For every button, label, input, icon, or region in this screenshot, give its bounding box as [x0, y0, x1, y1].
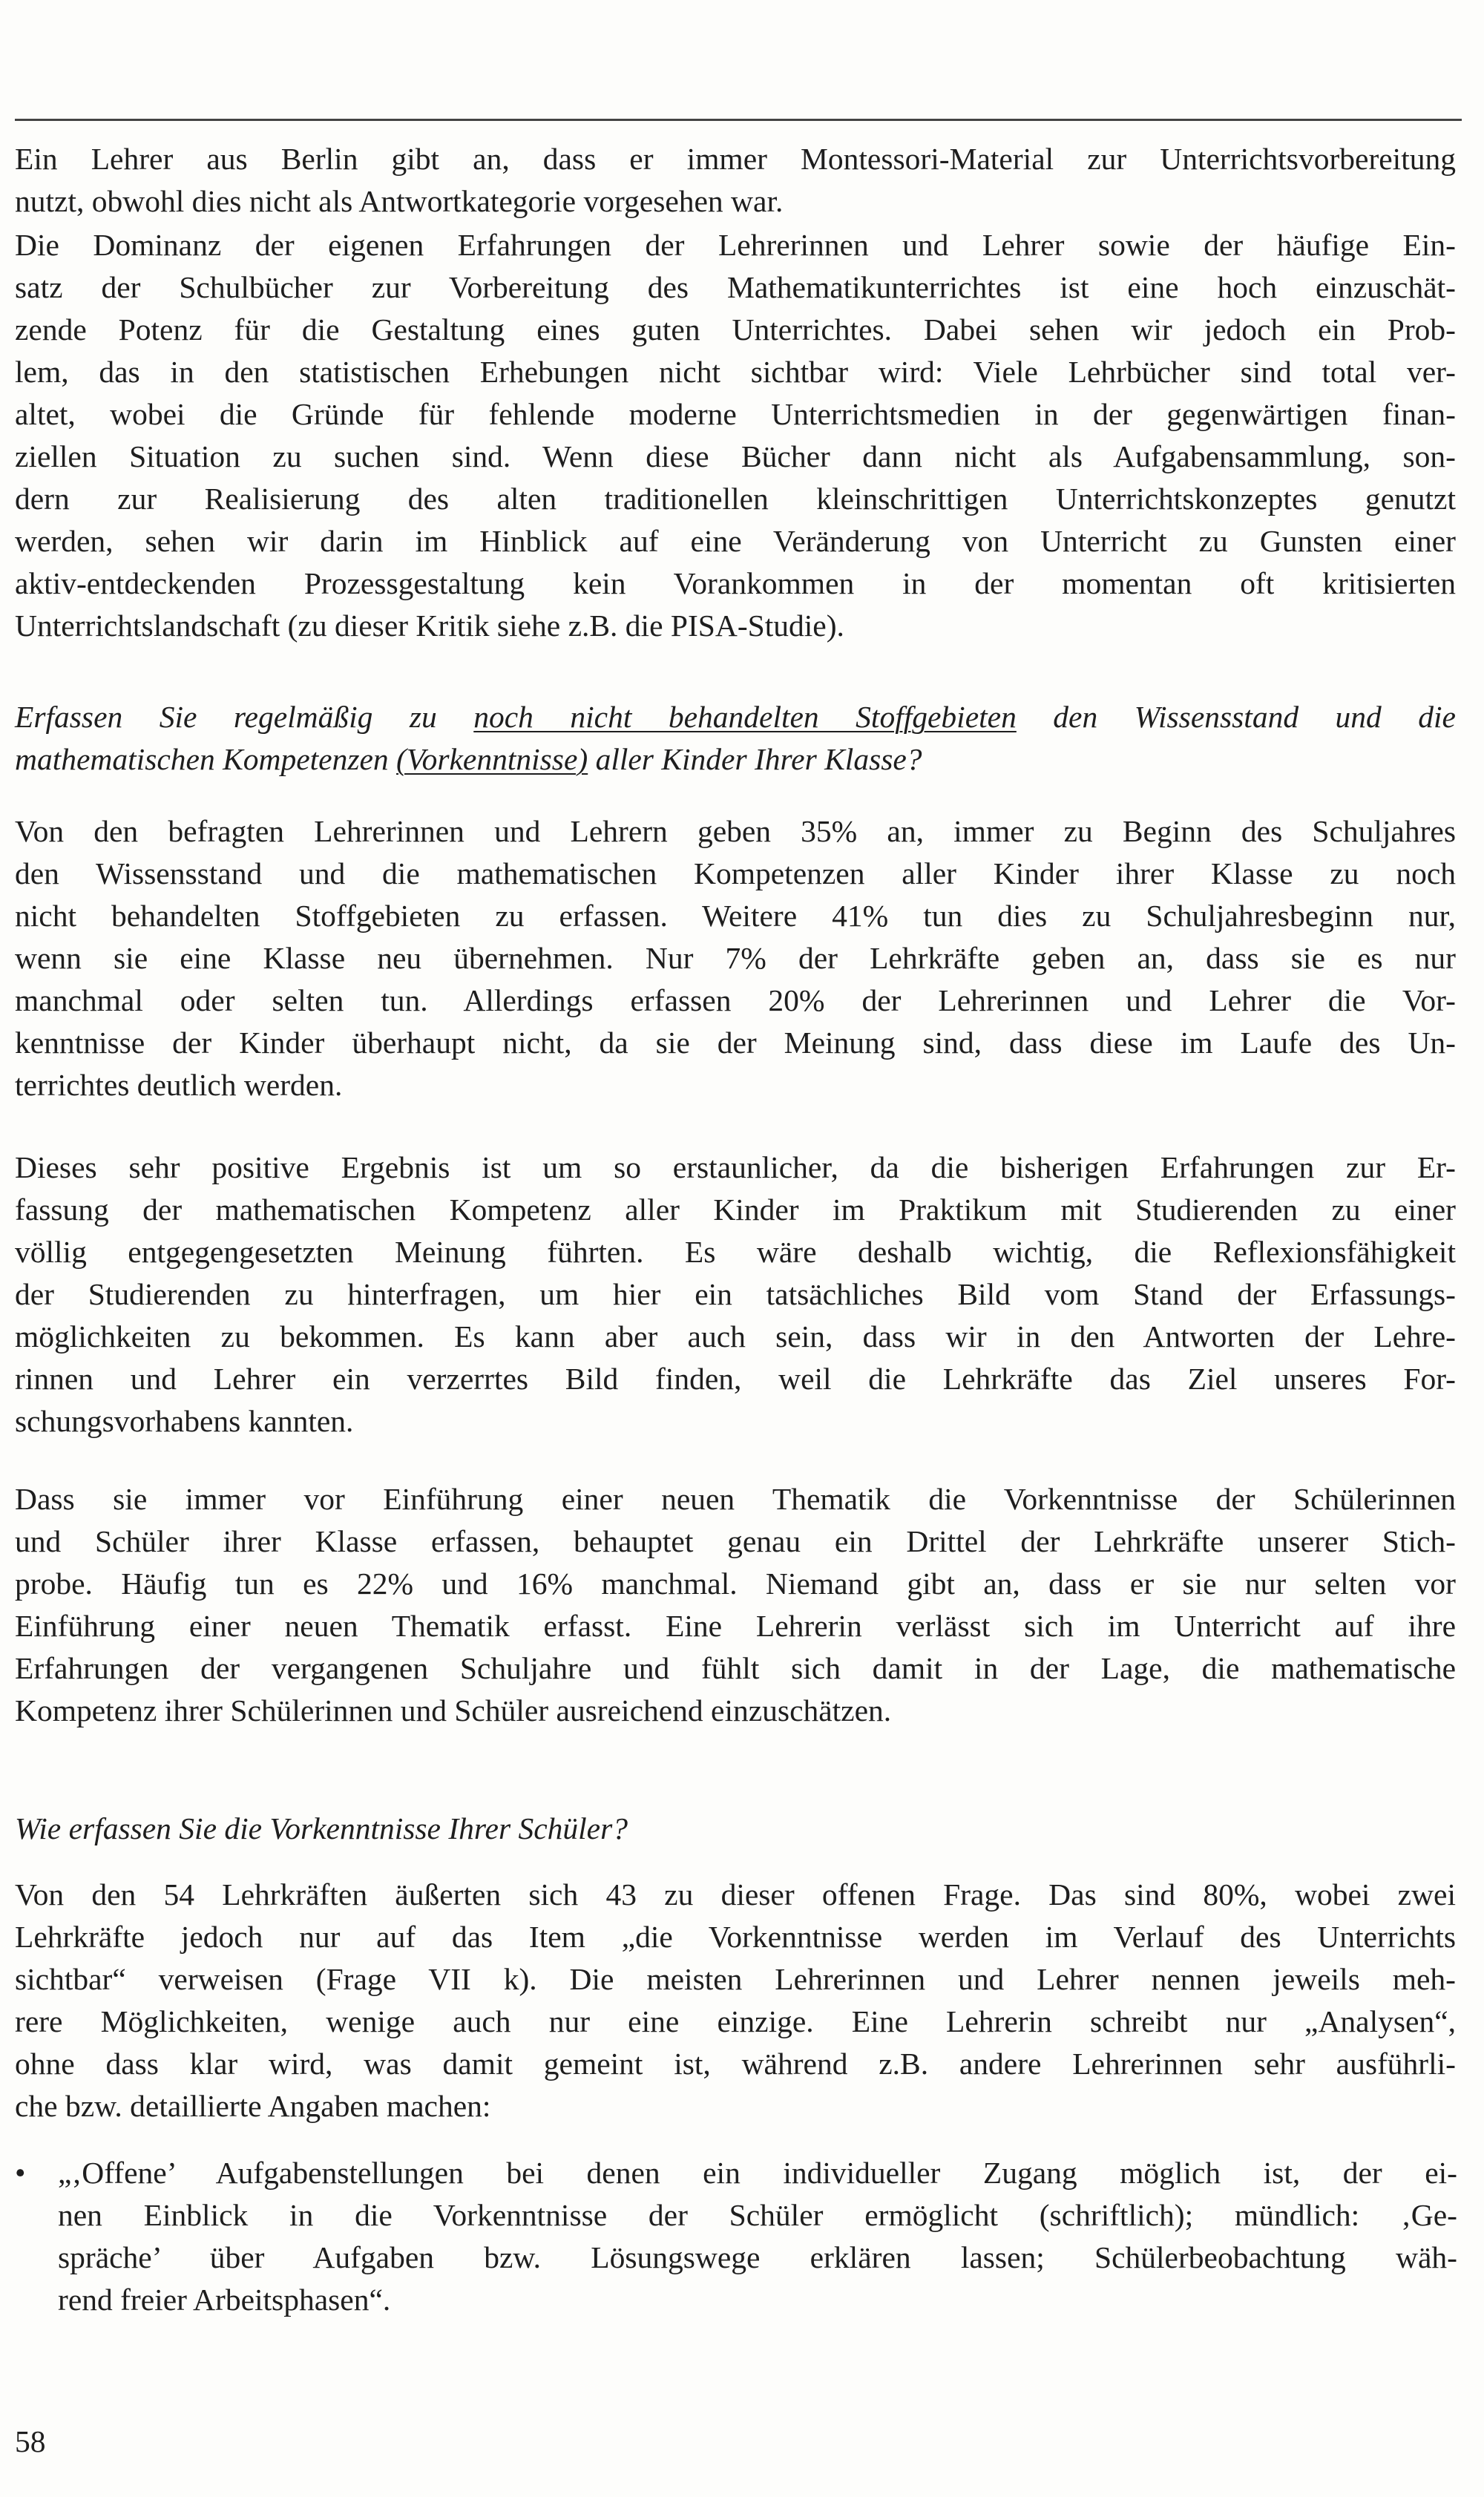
text-line: möglichkeiten zu bekommen. Es kann aber auch sein, dass wir in den Antworten der Lehre- [15, 1319, 1456, 1354]
question-line: Wie erfassen Sie die Vorkenntnisse Ihrer Schüler? [15, 1811, 628, 1845]
text-line: schungsvorhabens kannten. [15, 1404, 354, 1438]
text-line: sichtbar“ verweisen (Frage VII k). Die meisten Lehrerinnen und Lehrer nennen jeweils meh- [15, 1962, 1456, 1996]
text-line: Lehrkräfte jedoch nur auf das Item „die Vorkenntnisse werden im Verlauf des Unterrichts [15, 1920, 1456, 1954]
text-line: Unterrichtslandschaft (zu dieser Kritik siehe z.B. die PISA-Studie). [15, 608, 844, 643]
text-line: Kompetenz ihrer Schülerinnen und Schüler ausreichend einzuschätzen. [15, 1693, 892, 1727]
underlined-text: (Vorkenntnisse) [396, 742, 588, 776]
question-line [15, 738, 1456, 781]
text-line: terrichtes deutlich werden. [15, 1068, 343, 1102]
text-line: ziellen Situation zu suchen sind. Wenn diese Bücher dann nicht als Aufgabensammlung, son- [15, 439, 1456, 473]
paragraph-2 [15, 224, 1456, 647]
paragraph-6 [15, 1874, 1456, 2127]
text-line: wenn sie eine Klasse neu übernehmen. Nur 7% der Lehrkräfte geben an, dass sie es nur [15, 941, 1456, 975]
text-line: nen Einblick in die Vorkenntnisse der Schüler ermöglicht (schriftlich); mündlich: ‚Ge- [58, 2198, 1457, 2232]
text-line: rinnen und Lehrer ein verzerrtes Bild finden, weil die Lehrkräfte das Ziel unseres For- [15, 1362, 1456, 1396]
bullet-text [58, 2152, 1457, 2321]
text-line: Einführung einer neuen Thematik erfasst. Eine Lehrerin verlässt sich im Unterricht auf ihre [15, 1609, 1456, 1643]
text-line: und Schüler ihrer Klasse erfassen, behauptet genau ein Drittel der Lehrkräfte unserer Stich- [15, 1524, 1456, 1558]
bullet-icon: • [15, 2156, 26, 2190]
text-line: aktiv-entdeckenden Prozessgestaltung kein Vorankommen in der momentan oft kritisierten [15, 566, 1456, 600]
text-line: manchmal oder selten tun. Allerdings erfassen 20% der Lehrerinnen und Lehrer die Vor- [15, 983, 1456, 1017]
question-text: aller Kinder Ihrer Klasse? [588, 742, 922, 776]
text-line: kenntnisse der Kinder überhaupt nicht, da sie der Meinung sind, dass diese im Laufe des Un- [15, 1026, 1456, 1060]
text-line: den Wissensstand und die mathematischen Kompetenzen aller Kinder ihrer Klasse zu noch [15, 856, 1456, 890]
text-line: nutzt, obwohl dies nicht als Antwortkategorie vorgesehen war. [15, 184, 784, 218]
text-line: che bzw. detaillierte Angaben machen: [15, 2089, 491, 2123]
page-number: 58 [15, 2424, 46, 2458]
bullet-list-item [15, 2152, 1457, 2321]
text-line: ohne dass klar wird, was damit gemeint ist, während z.B. andere Lehrerinnen sehr ausführli- [15, 2047, 1456, 2081]
paragraph-4 [15, 1146, 1456, 1443]
text-line: Von den 54 Lehrkräften äußerten sich 43 zu dieser offenen Frage. Das sind 80%, wobei zwei [15, 1877, 1456, 1912]
text-line: nicht behandelten Stoffgebieten zu erfassen. Weitere 41% tun dies zu Schuljahresbeginn nur, [15, 899, 1456, 933]
text-line: fassung der mathematischen Kompetenz aller Kinder im Praktikum mit Studierenden zu einer [15, 1192, 1456, 1227]
text-line: probe. Häufig tun es 22% und 16% manchmal. Niemand gibt an, dass er sie nur selten vor [15, 1566, 1456, 1601]
question-text: den Wissensstand und die [1016, 700, 1456, 734]
question-heading-1 [15, 696, 1456, 781]
text-line: völlig entgegengesetzten Meinung führten. Es wäre deshalb wichtig, die Reflexionsfähigkeit [15, 1235, 1456, 1269]
text-line: Dieses sehr positive Ergebnis ist um so erstaunlicher, da die bisherigen Erfahrungen zur Er- [15, 1150, 1456, 1184]
paragraph-5 [15, 1478, 1456, 1732]
header-rule [15, 119, 1462, 121]
underlined-text: noch nicht behandelten Stoffgebieten [473, 700, 1017, 734]
text-line: satz der Schulbücher zur Vorbereitung des Mathematikunterrichtes ist eine hoch einzuschät- [15, 270, 1456, 304]
text-line: der Studierenden zu hinterfragen, um hier ein tatsächliches Bild vom Stand der Erfassungs- [15, 1277, 1456, 1311]
paragraph-1 [15, 138, 1456, 223]
paragraph-3 [15, 810, 1456, 1106]
text-line: lem, das in den statistischen Erhebungen nicht sichtbar wird: Viele Lehrbücher sind total ver- [15, 355, 1456, 389]
text-line: Erfahrungen der vergangenen Schuljahre und fühlt sich damit in der Lage, die mathematische [15, 1651, 1456, 1685]
text-line: altet, wobei die Gründe für fehlende moderne Unterrichtsmedien in der gegenwärtigen finan- [15, 397, 1456, 431]
text-line: dern zur Realisierung des alten traditionellen kleinschrittigen Unterrichtskonzeptes genutzt [15, 482, 1456, 516]
question-text: Erfassen Sie regelmäßig zu [15, 700, 474, 734]
text-line: Die Dominanz der eigenen Erfahrungen der Lehrerinnen und Lehrer sowie der häufige Ein- [15, 228, 1456, 262]
question-text: mathematischen Kompetenzen [15, 742, 397, 776]
text-line: rend freier Arbeitsphasen“. [58, 2283, 391, 2317]
question-heading-2 [15, 1808, 1456, 1850]
text-line: spräche’ über Aufgaben bzw. Lösungswege erklären lassen; Schülerbeobachtung wäh- [58, 2240, 1457, 2274]
text-line: Ein Lehrer aus Berlin gibt an, dass er immer Montessori-Material zur Unterrichtsvorbereitung [15, 142, 1456, 176]
text-line: rere Möglichkeiten, wenige auch nur eine einzige. Eine Lehrerin schreibt nur „Analysen“, [15, 2004, 1456, 2038]
text-line: zende Potenz für die Gestaltung eines guten Unterrichtes. Dabei sehen wir jedoch ein Prob- [15, 312, 1456, 347]
text-line: „‚Offene’ Aufgabenstellungen bei denen ein individueller Zugang möglich ist, der ei- [58, 2156, 1457, 2190]
text-line: Dass sie immer vor Einführung einer neuen Thematik die Vorkenntnisse der Schülerinnen [15, 1482, 1456, 1516]
question-line [15, 696, 1456, 738]
text-line: Von den befragten Lehrerinnen und Lehrern geben 35% an, immer zu Beginn des Schuljahres [15, 814, 1456, 848]
text-line: werden, sehen wir darin im Hinblick auf eine Veränderung von Unterricht zu Gunsten einer [15, 524, 1456, 558]
